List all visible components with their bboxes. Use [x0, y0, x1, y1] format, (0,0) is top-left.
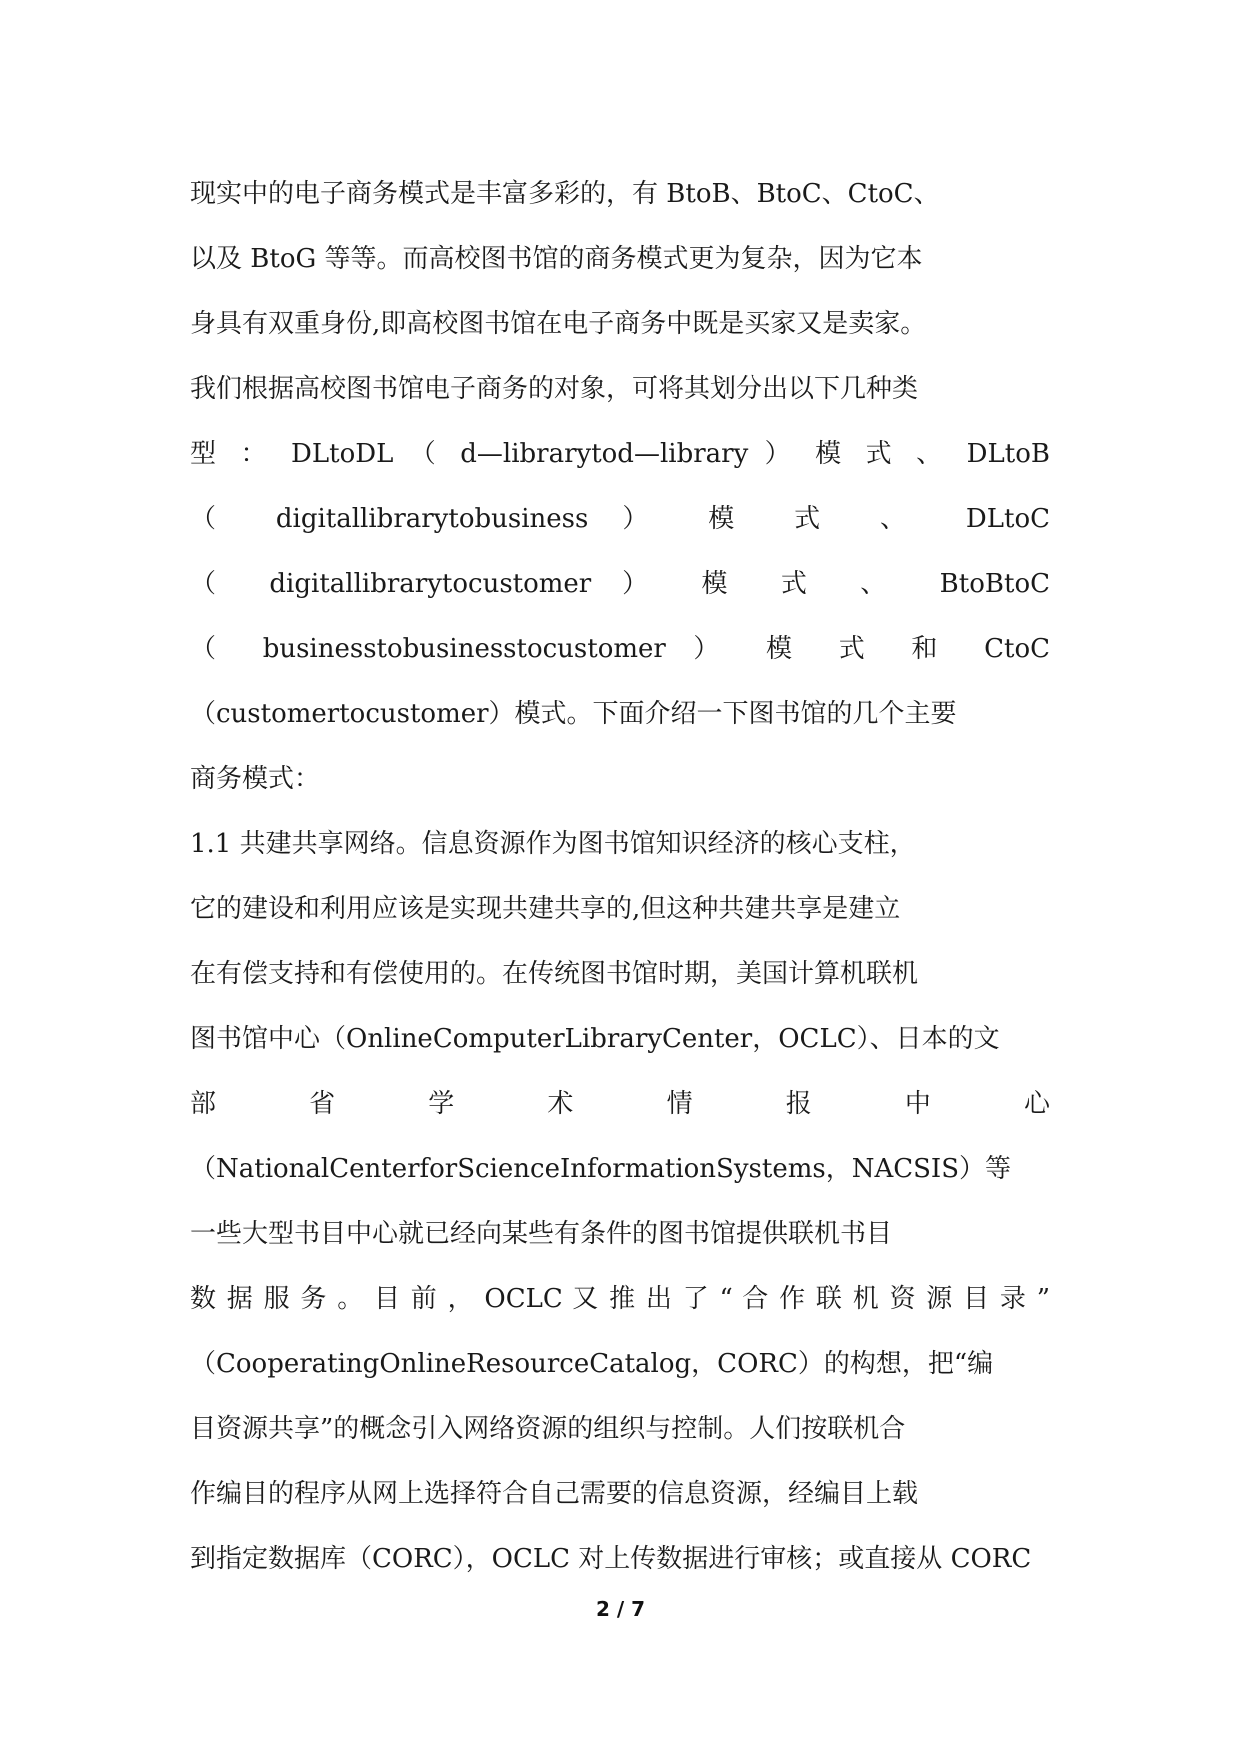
page-number: 2 / 7 [595, 1597, 646, 1621]
text-line: 到指定数据库（CORC），OCLC 对上传数据进行审核；或直接从 CORC [190, 1544, 1032, 1574]
text-line: 身具有双重身份,即高校图书馆在电子商务中既是买家又是卖家。 [190, 309, 927, 339]
text-line: （customertocustomer）模式。下面介绍一下图书馆的几个主要 [190, 699, 957, 729]
text-line: 作编目的程序从网上选择符合自己需要的信息资源，经编目上载 [190, 1479, 919, 1509]
text-line: （ businesstobusinesstocustomer ） 模 式 和 CtoC [190, 634, 1050, 664]
text-line: （ digitallibrarytocustomer ） 模 式 、 BtoBtoC [190, 569, 1050, 599]
text-line: 现实中的电子商务模式是丰富多彩的，有 BtoB、BtoC、CtoC、 [190, 179, 940, 209]
text-line: 我们根据高校图书馆电子商务的对象，可将其划分出以下几种类 [190, 374, 919, 404]
text-line: （ digitallibrarytobusiness ） 模 式 、 DLtoC [190, 504, 1050, 534]
body-text [190, 162, 1050, 1592]
text-line: 以及 BtoG 等等。而高校图书馆的商务模式更为复杂，因为它本 [190, 244, 923, 274]
text-line: 图书馆中心（OnlineComputerLibraryCenter，OCLC）、日本的文 [190, 1024, 1000, 1054]
text-line: 它的建设和利用应该是实现共建共享的,但这种共建共享是建立 [190, 894, 901, 924]
text-line: （NationalCenterforScienceInformationSystems，NACSIS）等 [190, 1154, 1012, 1184]
text-line: 型 ： DLtoDL （ d—librarytod—library ） 模 式 、 DLtoB [190, 439, 1050, 469]
text-line: 1.1 共建共享网络。信息资源作为图书馆知识经济的核心支柱， [190, 829, 916, 859]
text-line: 部 省 学 术 情 报 中 心 [190, 1089, 1050, 1119]
text-line: 目资源共享”的概念引入网络资源的组织与控制。人们按联机合 [190, 1414, 906, 1444]
text-line: 数 据 服 务 。 目 前 ， OCLC 又 推 出 了 “ 合 作 联 机 资 源 目 录 ” [190, 1284, 1050, 1314]
text-line: （CooperatingOnlineResourceCatalog，CORC）的构想，把“编 [190, 1349, 994, 1379]
text-line: 一些大型书目中心就已经向某些有条件的图书馆提供联机书目 [190, 1219, 893, 1249]
text-line: 在有偿支持和有偿使用的。在传统图书馆时期，美国计算机联机 [190, 959, 919, 989]
text-line: 商务模式： [190, 764, 321, 794]
